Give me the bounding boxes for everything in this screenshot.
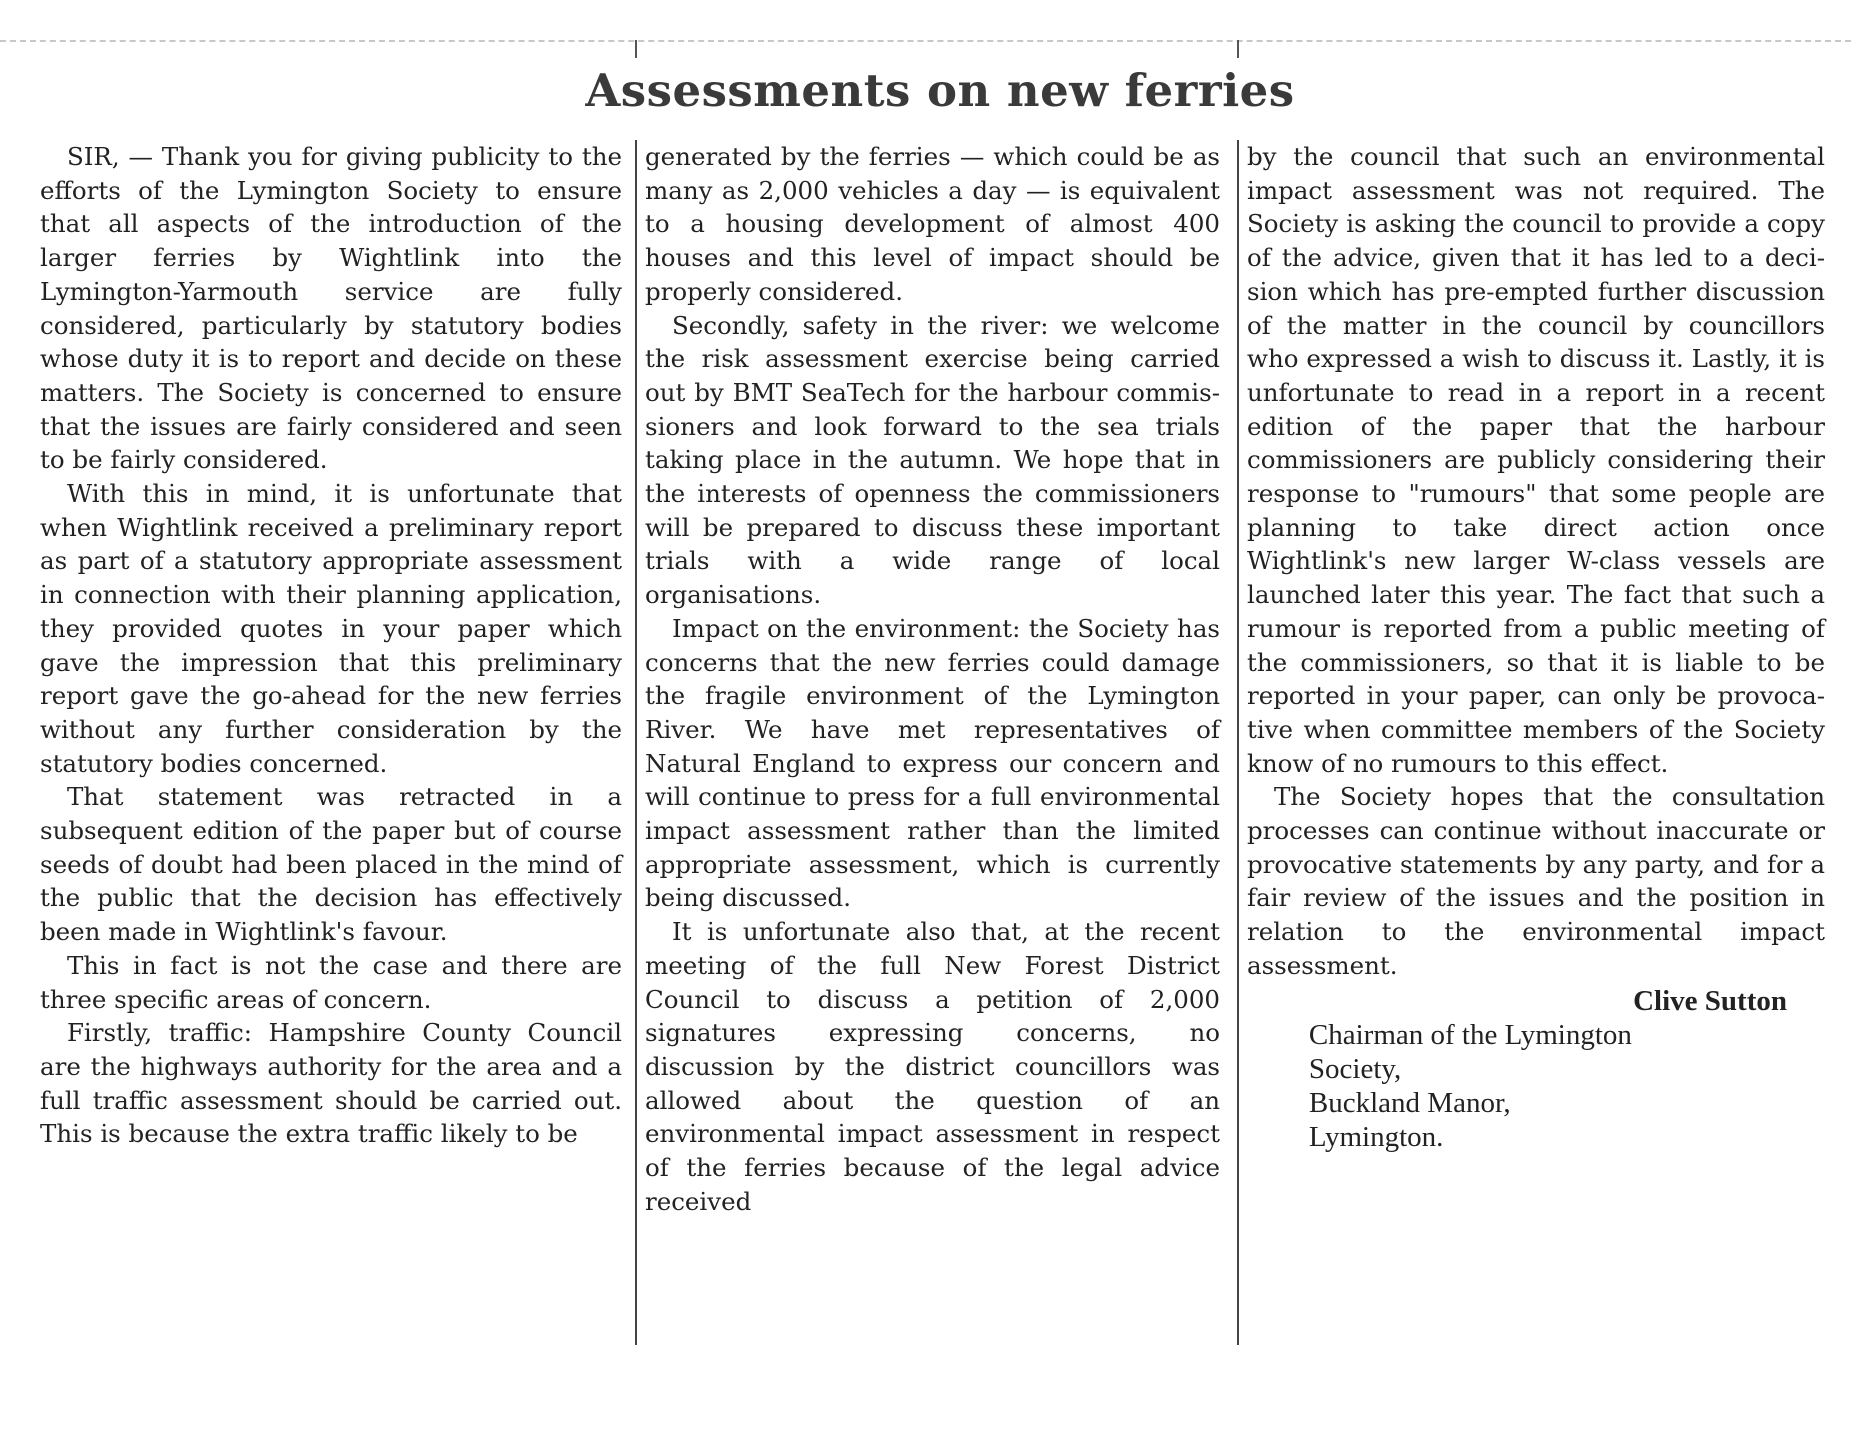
paragraph: With this in mind, it is unfortunate that when Wightlink received a preliminary report as part of a statutory appropriate assessment in connection with their planning application, they provided quotes in your paper which gave the impression that this preliminary report gave the go-ahead for the new ferries without any further consideration by the statutory bodies concerned.	[40, 479, 622, 778]
column-divider	[1237, 140, 1239, 1345]
signature-line: Society,	[1308, 1053, 1402, 1086]
paragraph: SIR, — Thank you for giving publicity to the efforts of the Lymington Society to ensure that all aspects of the introduction of the larger ferries by Wightlink into the Lymington-Yarmouth service are fully considered, particularly by statutory bodies whose duty it is to report and decide on these matters. The Society is concerned to ensure that the issues are fairly considered and seen to be fairly considered.	[40, 142, 622, 475]
signature-line: Buckland Manor,	[1308, 1087, 1511, 1120]
paragraph: Secondly, safety in the river: we welcome the risk assessment exercise being carried out by BMT SeaTech for the harbour commissioners and look forward to the sea trials taking place in the autumn. We hope that in the interests of openness the commissioners will be prepared to discuss these important trials with a wide range of local organisations.	[645, 310, 1220, 610]
paragraph: The Society hopes that the consultation processes can continue without inaccurate or provocative statements by any party, and for a fair review of the issues and the position in relation to the environmental impact assessment.	[1247, 782, 1825, 980]
paragraph: This in fact is not the case and there are three specific areas of concern.	[40, 950, 622, 1014]
signature-line: Lymington.	[1308, 1121, 1444, 1154]
top-dashed-rule	[0, 40, 1851, 42]
paragraph: by the council that such an environmental impact assessment was not required. The Society is asking the council to provide a copy of the advice, given that it has led to a decision which has pre-empted further discussion of the matter in the council by councillors who expressed a wish to discuss it. Lastly, it is unfortunate to read in a report in a recent edition of the paper that the harbour commissioners are publicly considering their response to "rumours" that some people are planning to take direct action once Wightlink's new larger W-class vessels are launched later this year. The fact that such a rumour is reported from a public meeting of the commissioners, so that it is liable to be reported in your paper, can only be provocative when committee members of the Society know of no rumours to this effect.	[1247, 142, 1825, 778]
top-column-tick-right	[1237, 40, 1239, 58]
column-divider	[635, 140, 637, 1345]
article-column-2	[645, 140, 1220, 1219]
paragraph: Firstly, traffic: Hampshire County Council are the highways authority for the area and a full traffic assessment should be carried out. This is because the extra traffic likely to be	[40, 1018, 622, 1149]
article-column-1	[40, 140, 622, 1151]
top-column-tick-left	[635, 40, 637, 58]
signature-line: Chairman of the Lymington	[1308, 1019, 1632, 1052]
paragraph: generated by the ferries — which could be as many as 2,000 vehicles a day — is equivalent to a housing development of almost 400 houses and this level of impact should be properly considered.	[645, 142, 1220, 306]
signature-name: Clive Sutton	[1633, 984, 1787, 1017]
article-column-3	[1247, 140, 1825, 1154]
paragraph: It is unfortunate also that, at the recent meeting of the full New Forest District Council to discuss a petition of 2,000 signatures expressing concerns, no discussion by the district councillors was allowed about the question of an environmental impact assessment in respect of the ferries because of the legal advice received	[645, 917, 1220, 1216]
article-title: Assessments on new ferries	[585, 64, 1295, 117]
paragraph: Impact on the environment: the Society has concerns that the new ferries could damage the fragile environment of the Lymington River. We have met representatives of Natural England to express our concern and will continue to press for a full environmental impact assessment rather than the limited appropriate assessment, which is currently being discussed.	[645, 613, 1220, 913]
paragraph: That statement was retracted in a subsequent edition of the paper but of course seeds of doubt had been placed in the mind of the public that the decision has effectively been made in Wightlink's favour.	[40, 782, 622, 947]
